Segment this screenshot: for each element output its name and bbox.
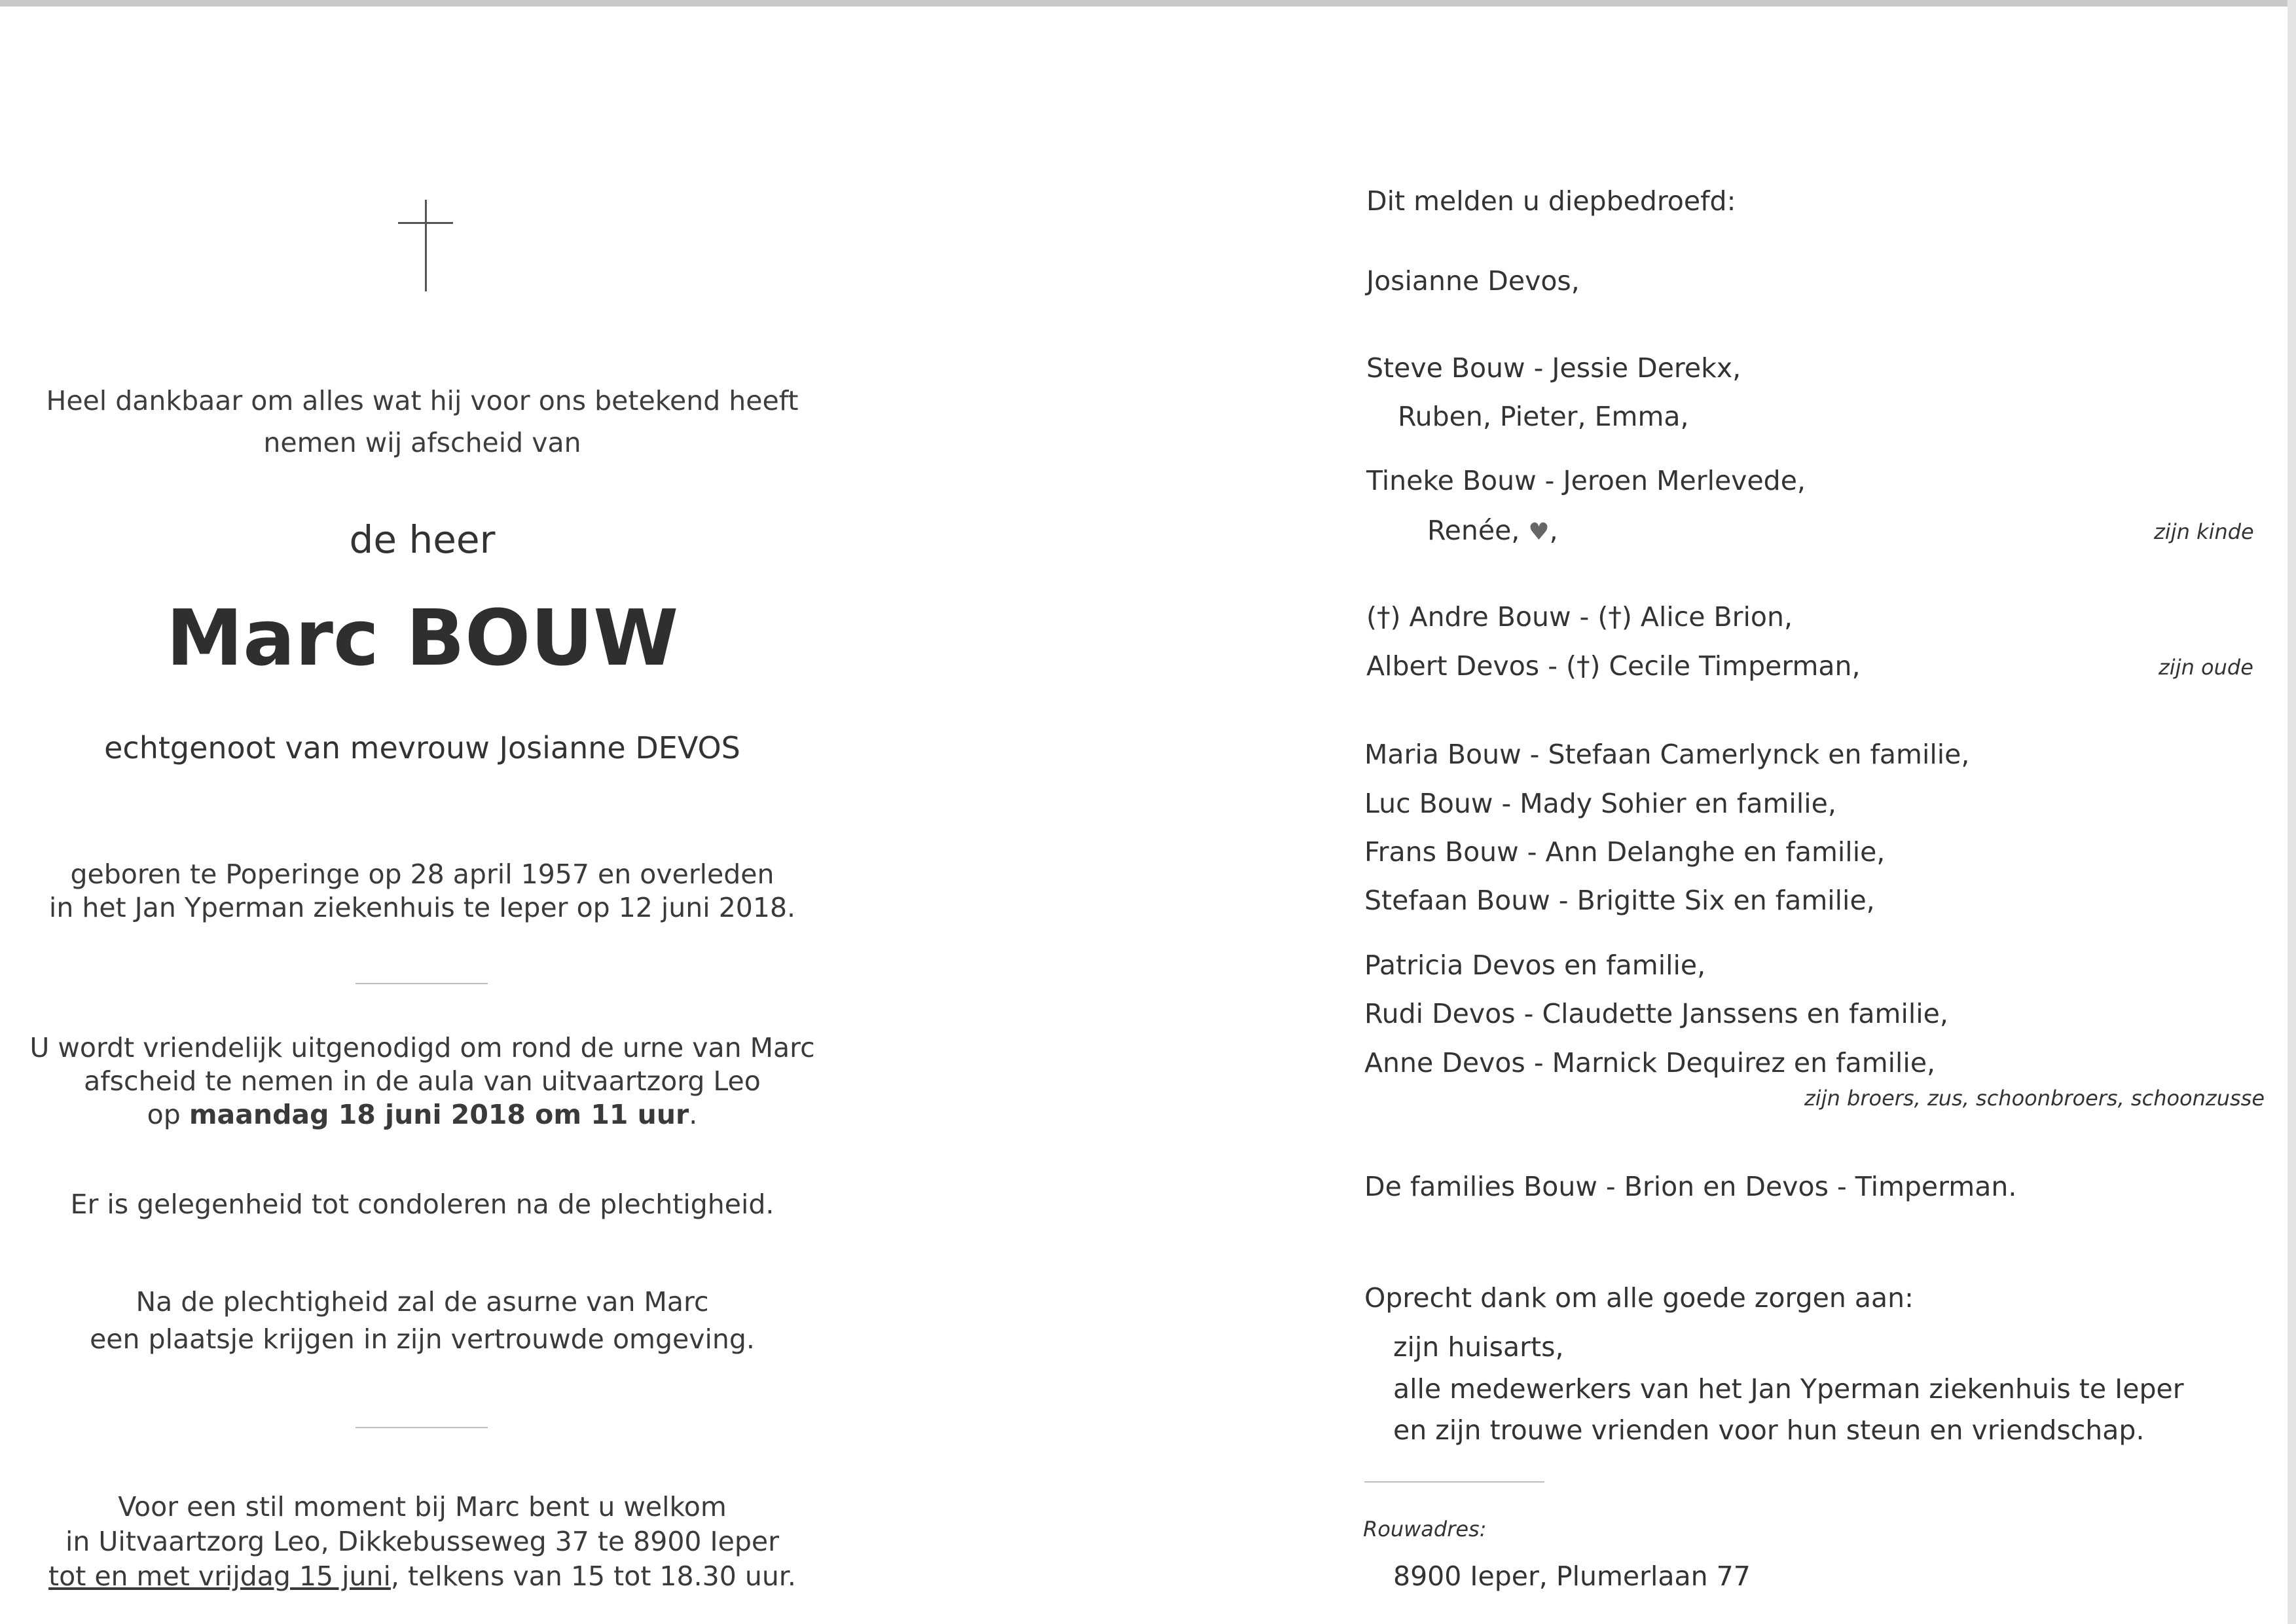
parents-note: zijn oude bbox=[2159, 655, 2253, 680]
deceased-name: Marc BOUW bbox=[166, 593, 679, 683]
invite-suffix: . bbox=[689, 1099, 698, 1130]
invite-prefix: op bbox=[147, 1099, 189, 1130]
devos-family-line: Patricia Devos en familie, bbox=[1364, 950, 1706, 981]
visit-period: tot en met vrijdag 15 juni bbox=[48, 1560, 391, 1592]
invite-line-2: afscheid te nemen in de aula van uitvaartzorg Leo bbox=[84, 1065, 761, 1097]
thanks-line: zijn huisarts, bbox=[1393, 1331, 1564, 1363]
parents-devos: Albert Devos - (†) Cecile Timperman, bbox=[1366, 650, 1861, 682]
urn-line-1: Na de plechtigheid zal de asurne van Marc bbox=[136, 1286, 709, 1318]
thanks-heading: Oprecht dank om alle goede zorgen aan: bbox=[1364, 1282, 1914, 1314]
salutation: de heer bbox=[349, 517, 496, 562]
urn-line-2: een plaatsje krijgen in zijn vertrouwde omgeving. bbox=[90, 1323, 755, 1355]
birth-line-1: geboren te Poperinge op 28 april 1957 en overleden bbox=[70, 858, 774, 890]
condolence-text: Er is gelegenheid tot condoleren na de plechtigheid. bbox=[70, 1189, 774, 1220]
mourning-address: 8900 Ieper, Plumerlaan 77 bbox=[1393, 1560, 1751, 1592]
announcement-heading: Dit melden u diepbedroefd: bbox=[1366, 185, 1736, 217]
visit-line-1: Voor een stil moment bij Marc bent u welkom bbox=[118, 1491, 727, 1522]
sibling-line: Stefaan Bouw - Brigitte Six en familie, bbox=[1364, 885, 1875, 916]
grandchild-comma: , bbox=[1549, 515, 1558, 546]
grandchild-tineke bbox=[1427, 515, 1558, 546]
devos-family-line: Rudi Devos - Claudette Janssens en familie, bbox=[1364, 998, 1948, 1029]
heart-icon: ♥ bbox=[1528, 519, 1550, 545]
sibling-line: Maria Bouw - Stefaan Camerlynck en familie, bbox=[1364, 739, 1970, 770]
sibling-line: Luc Bouw - Mady Sohier en familie, bbox=[1364, 788, 1836, 819]
invite-line-1: U wordt vriendelijk uitgenodigd om rond de urne van Marc bbox=[29, 1032, 815, 1063]
grandchildren-steve: Ruben, Pieter, Emma, bbox=[1398, 401, 1689, 432]
child-tineke: Tineke Bouw - Jeroen Merlevede, bbox=[1366, 465, 1806, 496]
visit-line-2: in Uitvaartzorg Leo, Dikkebusseweg 37 te 8900 Ieper bbox=[65, 1526, 779, 1557]
visit-hours: , telkens van 15 tot 18.30 uur. bbox=[390, 1560, 796, 1592]
families-line: De families Bouw - Brion en Devos - Timperman. bbox=[1364, 1171, 2017, 1202]
divider-3 bbox=[1364, 1481, 1544, 1483]
ceremony-date: maandag 18 juni 2018 om 11 uur bbox=[189, 1099, 689, 1130]
child-steve: Steve Bouw - Jessie Derekx, bbox=[1366, 352, 1741, 384]
devos-family-line: Anne Devos - Marnick Dequirez en familie, bbox=[1364, 1047, 1936, 1079]
address-label: Rouwadres: bbox=[1363, 1517, 1487, 1541]
intro-line-2: nemen wij afscheid van bbox=[263, 427, 581, 458]
thanks-line: en zijn trouwe vrienden voor hun steun en vriendschap. bbox=[1393, 1414, 2145, 1446]
children-note: zijn kinde bbox=[2154, 519, 2254, 544]
birth-line-2: in het Jan Yperman ziekenhuis te Ieper op 12 juni 2018. bbox=[48, 892, 796, 923]
parents-bouw: (†) Andre Bouw - (†) Alice Brion, bbox=[1366, 601, 1793, 633]
siblings-note: zijn broers, zus, schoonbroers, schoonzusse bbox=[1804, 1086, 2265, 1111]
spouse-line: echtgenoot van mevrouw Josianne DEVOS bbox=[104, 730, 740, 766]
sibling-line: Frans Bouw - Ann Delanghe en familie, bbox=[1364, 836, 1886, 868]
intro-line-1: Heel dankbaar om alles wat hij voor ons betekend heeft bbox=[46, 385, 799, 416]
wife-name: Josianne Devos, bbox=[1366, 265, 1580, 297]
grandchild-name: Renée, bbox=[1427, 515, 1520, 546]
thanks-line: alle medewerkers van het Jan Yperman ziekenhuis te Ieper bbox=[1393, 1373, 2184, 1405]
